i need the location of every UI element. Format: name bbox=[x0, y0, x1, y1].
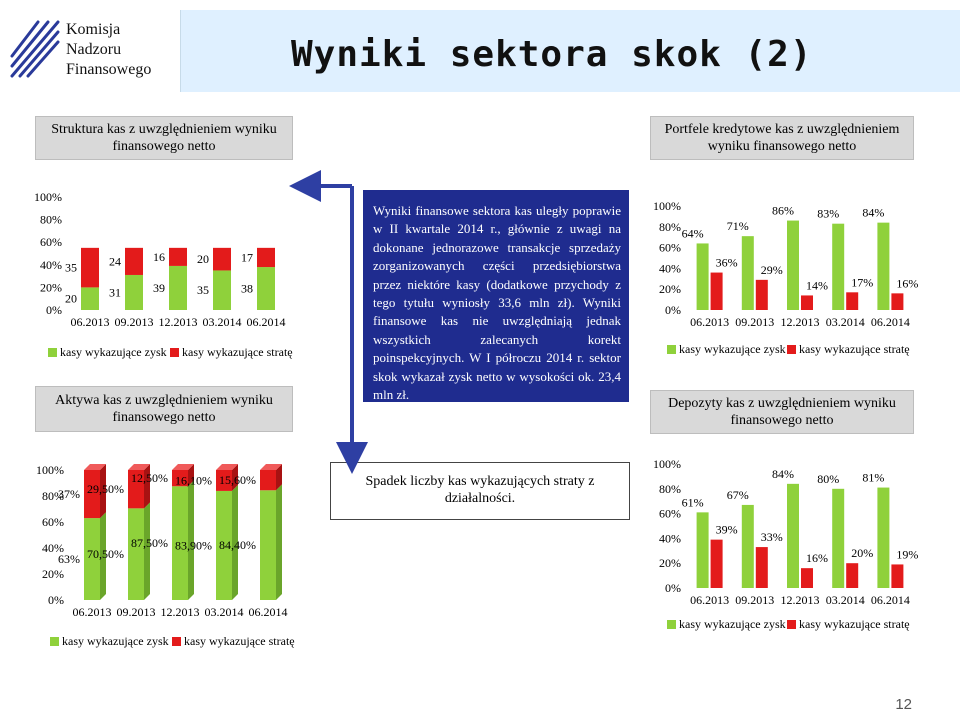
y-tick-label: 0% bbox=[48, 593, 64, 607]
x-tick-label: 03.2014 bbox=[825, 315, 865, 329]
data-label-loss: 20 bbox=[197, 252, 209, 267]
data-label-loss: 29% bbox=[760, 262, 783, 277]
legend-label: kasy wykazujące zysk bbox=[60, 345, 167, 359]
x-tick-label: 03.2014 bbox=[825, 593, 865, 607]
y-tick-label: 80% bbox=[659, 481, 681, 496]
y-tick-label: 100% bbox=[653, 457, 681, 471]
y-tick-label: 40% bbox=[40, 257, 62, 272]
bar-loss bbox=[846, 292, 858, 310]
y-tick-label: 40% bbox=[42, 541, 64, 555]
bar-profit bbox=[213, 270, 231, 310]
data-label-profit: 71% bbox=[726, 219, 749, 234]
x-tick-label: 06.2013 bbox=[72, 605, 112, 619]
x-tick-label: 12.2013 bbox=[780, 315, 820, 329]
y-tick-label: 0% bbox=[665, 581, 681, 595]
logo-line-1: Komisja bbox=[66, 21, 121, 38]
data-label-profit: 63% bbox=[58, 552, 80, 567]
data-label-profit: 39 bbox=[153, 280, 165, 295]
bar-loss bbox=[257, 248, 275, 267]
data-label-loss: 12,50% bbox=[131, 471, 168, 486]
bar-profit bbox=[169, 266, 187, 310]
data-label-loss: 15,60% bbox=[219, 473, 256, 488]
y-tick-label: 100% bbox=[653, 199, 681, 213]
y-tick-label: 80% bbox=[659, 219, 681, 234]
bar-loss bbox=[846, 563, 858, 588]
data-label-loss: 14% bbox=[806, 278, 828, 293]
data-label-profit: 87,50% bbox=[131, 536, 168, 551]
x-tick-label: 06.2014 bbox=[870, 315, 910, 329]
data-label-profit: 35 bbox=[197, 283, 209, 298]
y-tick-label: 80% bbox=[40, 212, 62, 227]
data-label-loss: 20% bbox=[851, 546, 874, 561]
bar-profit bbox=[257, 267, 275, 310]
data-label-loss: 35 bbox=[65, 260, 77, 275]
y-tick-label: 40% bbox=[659, 261, 681, 276]
bar-loss bbox=[125, 248, 143, 275]
bar-profit bbox=[742, 505, 754, 588]
x-tick-label: 09.2013 bbox=[114, 315, 154, 329]
data-label-loss: 16% bbox=[896, 276, 919, 291]
logo-line-3: Finansowego bbox=[66, 61, 152, 78]
y-tick-label: 20% bbox=[42, 567, 64, 581]
x-tick-label: 09.2013 bbox=[116, 605, 156, 619]
data-label-profit: 84% bbox=[772, 466, 794, 481]
legend-swatch-profit bbox=[667, 620, 676, 629]
y-tick-label: 60% bbox=[659, 506, 681, 521]
data-label-profit: 67% bbox=[726, 487, 749, 502]
data-label-loss: 37% bbox=[58, 487, 80, 502]
y-tick-label: 20% bbox=[40, 280, 62, 295]
data-label-loss: 36% bbox=[715, 255, 738, 270]
x-tick-label: 06.2014 bbox=[248, 605, 288, 619]
legend-label: kasy wykazujące stratę bbox=[182, 345, 293, 359]
data-label-loss: 17 bbox=[241, 250, 253, 265]
data-label-profit: 70,50% bbox=[87, 547, 124, 562]
legend-swatch-profit bbox=[667, 345, 676, 354]
data-label-loss: 19% bbox=[896, 547, 919, 562]
data-label-loss: 39% bbox=[715, 522, 738, 537]
bar-profit bbox=[742, 236, 754, 310]
legend-label: kasy wykazujące zysk bbox=[62, 634, 169, 648]
bar-loss bbox=[756, 280, 768, 310]
data-label-profit: 64% bbox=[681, 226, 704, 241]
legend-label: kasy wykazujące zysk bbox=[679, 617, 786, 631]
bar-loss bbox=[711, 273, 723, 310]
bar-profit bbox=[877, 488, 889, 588]
y-tick-label: 100% bbox=[36, 463, 64, 477]
x-tick-label: 12.2013 bbox=[158, 315, 198, 329]
data-label-profit: 61% bbox=[681, 495, 704, 510]
y-tick-label: 60% bbox=[659, 240, 681, 255]
legend-swatch-profit bbox=[48, 348, 57, 357]
data-label-loss: 29,50% bbox=[87, 482, 124, 497]
legend-label: kasy wykazujące stratę bbox=[799, 617, 910, 631]
x-tick-label: 03.2014 bbox=[202, 315, 242, 329]
chart-portfele bbox=[625, 172, 950, 372]
bar-profit bbox=[787, 484, 799, 588]
bar-loss bbox=[891, 564, 903, 588]
data-label-profit: 20 bbox=[65, 291, 77, 306]
data-label-loss: 17% bbox=[851, 275, 874, 290]
data-label-profit: 84,40% bbox=[219, 538, 256, 553]
caption-struktura: Struktura kas z uwzględnieniem wyniku finansowego netto bbox=[35, 116, 293, 160]
bar-profit bbox=[81, 287, 99, 310]
bar-profit bbox=[260, 490, 276, 600]
legend-swatch-loss bbox=[787, 345, 796, 354]
y-tick-label: 100% bbox=[34, 190, 62, 204]
legend-swatch-profit bbox=[50, 637, 59, 646]
bar-profit bbox=[832, 224, 844, 310]
x-tick-label: 06.2014 bbox=[246, 315, 286, 329]
y-tick-label: 60% bbox=[42, 515, 64, 529]
page-title: Wyniki sektora skok (2) bbox=[291, 34, 813, 75]
data-label-loss: 16 bbox=[153, 249, 165, 264]
bar-profit bbox=[697, 243, 709, 310]
data-label-loss: 16% bbox=[806, 551, 828, 566]
bar-loss bbox=[169, 248, 187, 266]
data-label-profit: 38 bbox=[241, 281, 253, 296]
x-tick-label: 06.2013 bbox=[690, 315, 730, 329]
chart-struktura bbox=[0, 180, 320, 370]
x-tick-label: 09.2013 bbox=[735, 593, 775, 607]
bar-profit bbox=[877, 223, 889, 310]
bar-profit-side bbox=[276, 484, 282, 600]
data-label-profit: 81% bbox=[862, 470, 885, 485]
data-label-profit: 86% bbox=[772, 203, 794, 218]
bar-loss bbox=[891, 293, 903, 310]
data-label-profit: 80% bbox=[817, 471, 840, 486]
legend-label: kasy wykazujące stratę bbox=[184, 634, 295, 648]
legend-swatch-loss bbox=[170, 348, 179, 357]
data-label-profit: 31 bbox=[109, 285, 121, 300]
x-tick-label: 12.2013 bbox=[160, 605, 200, 619]
bar-loss bbox=[801, 568, 813, 588]
y-tick-label: 20% bbox=[659, 282, 681, 297]
y-tick-label: 0% bbox=[665, 303, 681, 317]
caption-portfele: Portfele kredytowe kas z uwzględnieniem wyniku finansowego netto bbox=[650, 116, 914, 160]
legend-swatch-loss bbox=[787, 620, 796, 629]
caption-aktywa: Aktywa kas z uwzględnieniem wyniku finansowego netto bbox=[35, 386, 293, 432]
x-tick-label: 12.2013 bbox=[780, 593, 820, 607]
logo-line-2: Nadzoru bbox=[66, 41, 122, 58]
bar-loss bbox=[711, 540, 723, 588]
caption-depozyty: Depozyty kas z uwzględnieniem wyniku finansowego netto bbox=[650, 390, 914, 434]
bar-profit bbox=[128, 508, 144, 600]
chart-depozyty bbox=[625, 452, 950, 642]
y-tick-label: 60% bbox=[40, 235, 62, 250]
bar-profit bbox=[832, 489, 844, 588]
data-label-loss: 16,10% bbox=[175, 473, 212, 488]
x-tick-label: 03.2014 bbox=[204, 605, 244, 619]
data-label-profit: 84% bbox=[862, 205, 885, 220]
y-tick-label: 80% bbox=[42, 489, 64, 503]
bar-profit bbox=[787, 221, 799, 310]
center-note-text: Spadek liczby kas wykazujących straty z działalności. bbox=[365, 474, 595, 506]
legend-label: kasy wykazujące stratę bbox=[799, 342, 910, 356]
bar-loss bbox=[801, 295, 813, 310]
chart-aktywa bbox=[0, 455, 320, 655]
bar-loss bbox=[81, 248, 99, 288]
data-label-profit: 83% bbox=[817, 206, 840, 221]
y-tick-label: 40% bbox=[659, 531, 681, 546]
center-text-body: Wyniki finansowe sektora kas uległy poprawie w II kwartale 2014 r., głównie z uwagi na dokonane jednorazowe transakcje sprzedaży zorganizowanych części przedsiębiorstwa przez niektóre kasy (dodatkowe przychody z tego tytułu wyniosły 33,6 mln zł). Wyniki finansowe kas nie uwzględniają jednak wszystkich zalecanych korekt poinspekcyjnych. W I półroczu 2014 r. sektor skok wykazał zysk netto w wysokości ok. 23,4 mln zł. bbox=[373, 203, 621, 403]
y-tick-label: 20% bbox=[659, 556, 681, 571]
data-label-profit: 83,90% bbox=[175, 538, 212, 553]
data-label-loss: 33% bbox=[760, 530, 783, 545]
page-number: 12 bbox=[895, 696, 912, 713]
legend-label: kasy wykazujące zysk bbox=[679, 342, 786, 356]
legend-swatch-loss bbox=[172, 637, 181, 646]
bar-profit bbox=[125, 275, 143, 310]
y-tick-label: 0% bbox=[46, 303, 62, 317]
x-tick-label: 06.2013 bbox=[70, 315, 110, 329]
bar-profit bbox=[697, 512, 709, 588]
data-label-loss: 24 bbox=[109, 254, 121, 269]
x-tick-label: 06.2014 bbox=[870, 593, 910, 607]
bar-profit-side bbox=[144, 502, 150, 600]
bar-loss bbox=[260, 470, 276, 490]
x-tick-label: 06.2013 bbox=[690, 593, 730, 607]
bar-loss bbox=[756, 547, 768, 588]
bar-loss bbox=[213, 248, 231, 271]
x-tick-label: 09.2013 bbox=[735, 315, 775, 329]
